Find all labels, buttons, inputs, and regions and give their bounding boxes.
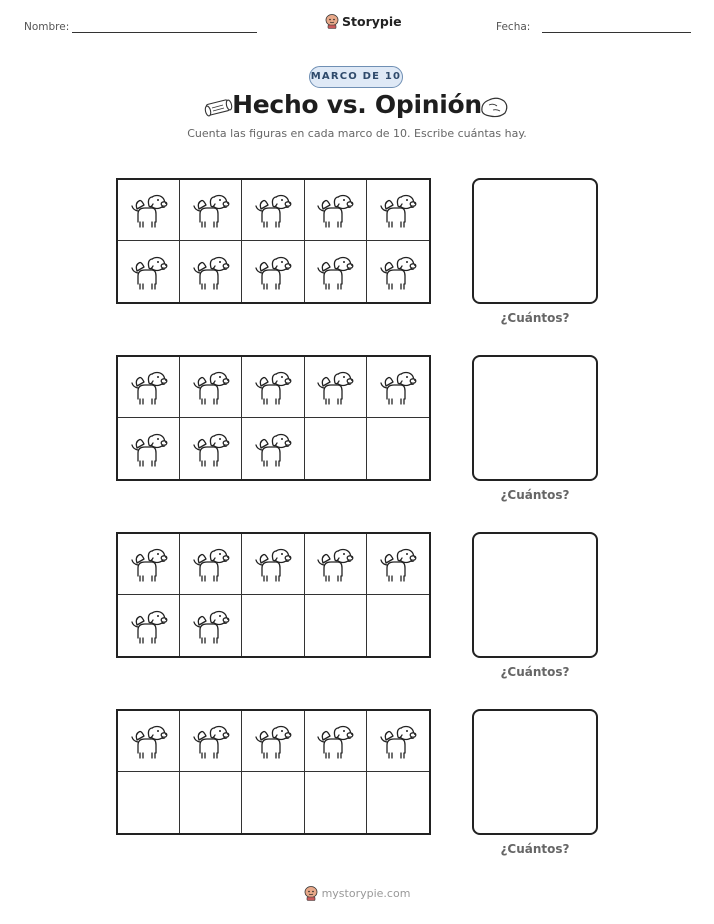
puppy-icon xyxy=(252,543,294,585)
ten-frame-cell xyxy=(242,357,304,418)
puppy-icon xyxy=(190,543,232,585)
ten-frame-cell xyxy=(242,595,304,656)
ten-frame-cell xyxy=(180,711,242,772)
ten-frame-cell xyxy=(367,241,429,302)
puppy-icon xyxy=(252,720,294,762)
puppy-icon xyxy=(377,366,419,408)
ten-frame-cell xyxy=(305,534,367,595)
ten-frame-cell xyxy=(118,180,180,241)
ten-frame-cell xyxy=(242,241,304,302)
puppy-icon xyxy=(128,189,170,231)
puppy-icon xyxy=(190,720,232,762)
ten-frame-cell xyxy=(305,772,367,833)
ten-frame-cell xyxy=(180,180,242,241)
ten-frame-cell xyxy=(305,418,367,479)
footer xyxy=(0,885,714,901)
how-many-label: ¿Cuántos? xyxy=(500,311,570,325)
ten-frame-cell xyxy=(367,711,429,772)
puppy-icon xyxy=(314,251,356,293)
puppy-icon xyxy=(314,189,356,231)
puppy-icon xyxy=(128,251,170,293)
ten-frame xyxy=(116,355,431,481)
answer-box[interactable] xyxy=(472,709,598,835)
ten-frame xyxy=(116,532,431,658)
puppy-icon xyxy=(377,189,419,231)
puppy-icon xyxy=(252,189,294,231)
ten-frame-cell xyxy=(305,180,367,241)
ten-frame-cell xyxy=(367,180,429,241)
rock-icon xyxy=(479,95,509,119)
ten-frame-cell xyxy=(305,357,367,418)
ten-frame xyxy=(116,709,431,835)
ten-frame-cell xyxy=(180,772,242,833)
puppy-icon xyxy=(190,366,232,408)
ten-frame-cell xyxy=(367,534,429,595)
how-many-label: ¿Cuántos? xyxy=(500,842,570,856)
ten-frame-cell xyxy=(305,711,367,772)
puppy-icon xyxy=(190,428,232,470)
ten-frame-cell xyxy=(118,595,180,656)
ten-frame xyxy=(116,178,431,304)
ten-frame-cell xyxy=(118,772,180,833)
puppy-icon xyxy=(314,720,356,762)
date-label: Fecha: xyxy=(496,21,531,33)
puppy-icon xyxy=(252,366,294,408)
puppy-icon xyxy=(128,605,170,647)
ten-frame-cell xyxy=(180,357,242,418)
puppy-icon xyxy=(128,366,170,408)
puppy-icon xyxy=(377,251,419,293)
puppy-icon xyxy=(128,720,170,762)
ten-frame-cell xyxy=(242,534,304,595)
ten-frame-cell xyxy=(180,241,242,302)
answer-box[interactable] xyxy=(472,178,598,304)
ten-frame-cell xyxy=(367,418,429,479)
ten-frame-cell xyxy=(242,772,304,833)
name-line[interactable] xyxy=(72,32,257,33)
how-many-label: ¿Cuántos? xyxy=(500,488,570,502)
puppy-icon xyxy=(314,543,356,585)
puppy-icon xyxy=(190,251,232,293)
ten-frame-cell xyxy=(367,772,429,833)
answer-box[interactable] xyxy=(472,532,598,658)
puppy-icon xyxy=(377,543,419,585)
ten-frame-cell xyxy=(180,595,242,656)
how-many-label: ¿Cuántos? xyxy=(500,665,570,679)
ten-frame-cell xyxy=(118,241,180,302)
name-label: Nombre: xyxy=(24,21,70,33)
ten-frame-cell xyxy=(242,418,304,479)
instructions: Cuenta las figuras en cada marco de 10. Escribe cuántas hay. xyxy=(187,127,527,140)
ten-frame-cell xyxy=(118,534,180,595)
storypie-logo-icon xyxy=(325,13,339,29)
brand-name: Storypie xyxy=(342,13,402,29)
ten-frame-cell xyxy=(367,357,429,418)
answer-box[interactable] xyxy=(472,355,598,481)
puppy-icon xyxy=(252,251,294,293)
footer-url: mystorypie.com xyxy=(321,886,411,900)
puppy-icon xyxy=(314,366,356,408)
storypie-logo-icon xyxy=(304,885,318,901)
ten-frame-cell xyxy=(242,711,304,772)
puppy-icon xyxy=(128,428,170,470)
brand-logo xyxy=(325,13,402,29)
puppy-icon xyxy=(128,543,170,585)
worksheet-type-badge: MARCO DE 10 xyxy=(309,66,403,88)
puppy-icon xyxy=(377,720,419,762)
ten-frame-cell xyxy=(305,595,367,656)
page-title: Hecho vs. Opinión xyxy=(232,90,482,119)
ten-frame-cell xyxy=(305,241,367,302)
ten-frame-cell xyxy=(242,180,304,241)
ten-frame-cell xyxy=(118,418,180,479)
ten-frame-cell xyxy=(180,418,242,479)
ten-frame-cell xyxy=(118,711,180,772)
ten-frame-cell xyxy=(180,534,242,595)
ten-frame-cell xyxy=(118,357,180,418)
puppy-icon xyxy=(190,189,232,231)
ten-frame-cell xyxy=(367,595,429,656)
date-line[interactable] xyxy=(542,32,691,33)
puppy-icon xyxy=(190,605,232,647)
puppy-icon xyxy=(252,428,294,470)
